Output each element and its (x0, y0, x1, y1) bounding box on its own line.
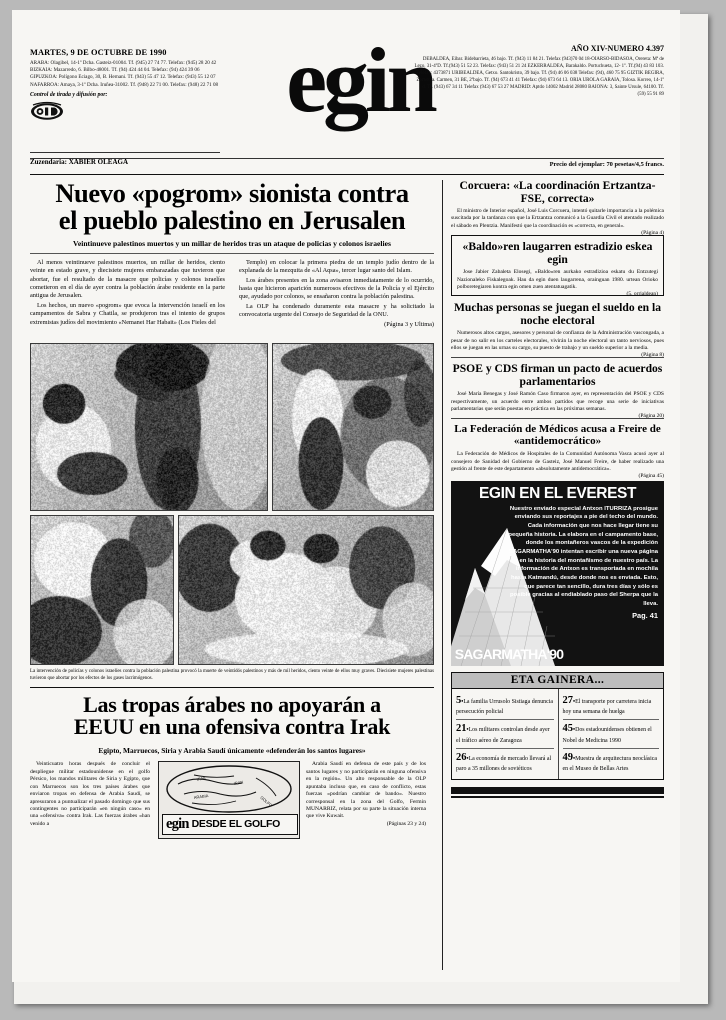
eta-page-number: 5 (456, 694, 462, 706)
gulf-page-reference: (Páginas 23 y 24) (386, 820, 426, 827)
lead-rule (30, 253, 434, 254)
sidebar-page-medicos: (Página 45) (638, 473, 664, 480)
eta-gainera-grid (452, 689, 663, 779)
eta-item-text: Los militares controlan desde ayer el tráfico aéreo de Zaragoza (456, 727, 550, 744)
sidebar-page-baldo: (5. orrialdean) (626, 291, 658, 298)
masthead (30, 30, 664, 170)
eta-item-text: La familia Urrusolo Sistiaga denuncia persecución policial (456, 698, 553, 716)
eta-item[interactable]: 21•Los militares controlan desde ayer el tráfico aéreo de Zaragoza (456, 719, 554, 748)
eta-item-text: El transporte por carretera inicia hoy una semana de huelga (562, 698, 652, 716)
sidebar-body-psoe: José María Benegas y José Ramón Caso firmaron ayer, en representación del PSOE y CDS respectivamente, un acuerdo entre ambos partidos que recoge una serie de iniciativas parlamentarias que serán puestas en práctica en las próximas semanas. (451, 391, 664, 413)
eta-page-number: 26 (456, 751, 467, 763)
sidebar-page-sueldo: (Página 8) (641, 352, 664, 359)
svg-text:GOLFO: GOLFO (259, 795, 274, 809)
masthead-rule-lower (30, 174, 664, 175)
eta-page-number: 21 (456, 723, 467, 735)
lead-headline-line2: el pueblo palestino en Jerusalen (58, 205, 406, 236)
sidebar-headline-corcuera: Corcuera: «La coordinación Ertzantza-FSE, correcta» (459, 179, 656, 205)
column-divider (442, 180, 443, 970)
regional-offices-right: DEBALDEA, Eibar. Bidebarrieta, 46 bajo. Tf. (943) 11 84 21. Telefax (943)70 0d 18-OIARSO-BIDASOA, Orereta: Mª de Lezo, 31-4ºD. Tf.(943) 51 52 23. Telefax: (943) 51 21 24 EZKERRALDEA, Barakaldo. Portuchueta, 12- 1º. Tf.(94) 43 83 103. Telefax: 4373871 URIBEALDEA, Getxo. Santokristo, 39 bajo. Tf. (94) 46 06 038 Telefax: (94), 460 75 95 GIZTIK BEGIRA, Zornotza. Carmen, 31 BE, 2ºbajo. Tf. (94) 673 41 41 Telefax: (94) 673 64 13. ORIA UROLA GARAIA, Tolosa. Korreo, 14-1º d. Tf. (943) 67 34 11 Telefax (943) 67 53 27 MADRID: Aptdo 14002 Madrid 28080 BAIONA: 3, Sainte Ursule, 64100. Tf. (59) 55 91 89 (414, 57, 664, 98)
sidebar-headline-baldo: «Baldo»ren laugarren estradizio eskea egin (462, 240, 653, 266)
eta-item-text: La economía de mercado llevará al paro a 35 millones de soviéticos (456, 755, 552, 773)
issue-number: AÑO XIV-NUMERO 4.397 (571, 44, 664, 53)
masthead-divider-left (30, 152, 220, 153)
everest-page-reference: Pag. 41 (632, 610, 658, 620)
lead-paragraph-4: Los árabes presentes en la zona avisaron inmediatamente de lo ocurrido, hasta que hicieron aparición numerosos efectivos de la Policía y el Ejército que, ayudado por colonos, se ensañaron contra la población palestina. (239, 276, 434, 301)
gulf-column-right (306, 761, 426, 839)
gulf-logo-bar (162, 814, 298, 835)
sidebar-news-sueldo (451, 301, 664, 359)
eta-column-right (558, 689, 664, 779)
masthead-rule-upper (30, 158, 664, 159)
lead-headline-line1: Nuevo «pogrom» sionista contra (55, 178, 409, 208)
lead-headline (30, 180, 434, 234)
eta-item[interactable]: 49•Muestra de arquitectura neoclásica en el Museo de Bellas Artes (563, 748, 660, 777)
eta-gainera-title: ETA GAINERA... (452, 673, 663, 689)
eta-page-number: 49 (562, 751, 573, 763)
everest-title: EGIN EN EL EVEREST (478, 484, 637, 502)
sidebar-news-baldo (451, 235, 664, 296)
gulf-story (30, 691, 434, 840)
eta-item[interactable]: 5•La familia Urrusolo Sistiaga denuncia persecución policial (456, 694, 553, 716)
gulf-map-icon (164, 764, 294, 814)
circulation-control-label: Control de tirada y difusión por: (30, 91, 108, 98)
gulf-subheadline: Egipto, Marruecos, Siria y Arabia Saudí únicamente «defenderán los santos lugares» (98, 746, 366, 756)
gulf-headline-line1: Las tropas árabes no apoyarán a (83, 691, 381, 717)
masthead-left-block (30, 48, 220, 166)
eta-item[interactable]: 45•Dos estadounidenses obtienen el Nobel de Medicina 1990 (563, 719, 660, 748)
lead-subheadline: Veintinueve palestinos muertos y un millar de heridos tras un ataque de policias y colonos israelies (73, 239, 391, 249)
lead-paragraph-2: Los hechos, un nuevo «pogrom» que evoca la intervención israelí en los campamentos de Sabra y Chatila, se produjeron tras el intento de grupos extremistas judíos del movimiento «Nemanei Har Habait» (Los Fieles del (30, 301, 225, 326)
sidebar-text-sueldo (451, 330, 664, 359)
eta-gainera-box (451, 672, 664, 780)
sidebar-text-baldo (457, 269, 658, 298)
main-column (30, 180, 434, 970)
sidebar-text-corcuera (451, 208, 664, 237)
page-content (30, 30, 664, 970)
regional-offices-left: ARABA: Olagibel, 14-1º Dcha. Gasteiz-01004. Tf. (945) 27 74 77. Telefax: (945) 28 20 42 BIZKAIA: Mazarredo, 6. Bilbo-48001. Tf. (94) 424 44 04. Telefax: (94) 424 39 06 GIPUZKOA: Polígono Eciago, 30, B. Hernani. Tf. (943) 55 47 12. Telefax: (943) 55 12 07 NAFARROA: Amaya, 3-1º Dcha. Iruñea-31002. Tf. (948) 22 71 00. Telefax: (948) 22 71 08 (30, 60, 219, 88)
gulf-body (30, 761, 434, 839)
photo-wounded-ground (30, 515, 174, 665)
ojd-logo-icon (30, 101, 64, 121)
lead-paragraph-3: Templo) en colocar la primera piedra de un templo judío dentro de la explanada de la mezquita de «Al Aqsa», tercer lugar santo del Islam. (239, 259, 434, 275)
eta-item-text: Muestra de arquitectura neoclásica en el Museo de Bellas Artes (562, 755, 657, 773)
photo-caption: La intervención de policías y colonos israelíes contra la población palestina provocó la muerte de veintidós palestinos y más de mil heridos, ciento veinte de ellos muy graves. Diecisiete mujeres palestinas tuvieron que abortar por los efectos de los gases lacrimógenos. (30, 669, 434, 681)
sidebar-body-medicos: La Federación de Médicos de Hospitales de la Comunidad Autónoma Vasca acusó ayer al consejero de Sanidad del Gobierno de Gasteiz, José Manuel Freire, de haber realizado una gestión al frente de este departamento «absolutamente antidemocrática». (451, 451, 664, 472)
director-credit: Zuzendaria: XABIER OLEAGA (30, 158, 129, 166)
content-columns (30, 180, 664, 970)
everest-advertisement[interactable] (451, 481, 664, 666)
sidebar-column (451, 180, 664, 970)
lead-paragraph-5: La OLP ha condenado duramente esta masacre y ha solicitado la convocatoria urgente del Consejo de Seguridad de la ONU. (239, 302, 434, 319)
sidebar-text-psoe (451, 391, 664, 420)
sagarmatha-wordmark: SAGARMATHA'90 (454, 645, 564, 662)
gulf-text-right: Arabia Saudí en defensa de este país y de los santos lugares y no participarán en ninguna ofensiva en la región». Un alto responsable de la OLP apuntaba incluso que, en caso de conflicto, estas fuerzas «podrían cambiar de bando». Nuestro corresponsal en la zona del Golfo, Fermin MUNARRIZ, relata por su parte la situación interna que vive Kuwait. (306, 761, 426, 820)
paper-sheet-front (12, 10, 680, 982)
sidebar-news-corcuera (451, 179, 664, 237)
sidebar-body-corcuera: El ministro de Interior español, José Luis Corcuera, intentó quitarle importancia a la polémica suscitada por la tardanza con que la Ertzantza comunicó a la Guardia Civil el atentado realizado el sábado en Plentzia. Manifestó que la coordinación es «correcta, en general». (451, 208, 664, 229)
photo-grid (30, 343, 434, 687)
gulf-column-left (30, 761, 150, 839)
photo-soldier-beating (30, 343, 268, 511)
bottom-black-bar (451, 787, 664, 794)
lead-paragraph-1: Al menos veintinueve palestinos muertos, un millar de heridos, ciento veinte en estado grave, y diecisiete mujeres embarazadas que tuvieron que abortar, fue el resultado de la masacre que policías y colonos israelíes cometieron en el día de ayer contra la población árabe residente en la parte antigua de Jerusalen. (30, 259, 225, 300)
sidebar-page-psoe: (Página 20) (638, 413, 664, 420)
sidebar-headline-medicos: La Federación de Médicos acusa a Freire de «antidemocrático» (454, 423, 661, 448)
everest-body (506, 505, 658, 622)
svg-text:ARABIA: ARABIA (193, 793, 209, 801)
eta-item[interactable]: 26•La economía de mercado llevará al paro a 35 millones de soviéticos (456, 748, 554, 777)
eta-item-text: Dos estadounidenses obtienen el Nobel de Medicina 1990 (562, 727, 652, 744)
sidebar-news-psoe (451, 362, 664, 420)
photo-row-top (30, 343, 434, 511)
sidebar-headline-sueldo: Muchas personas se juegan el sueldo en la noche electoral (453, 301, 662, 327)
gulf-logo-block (158, 761, 298, 839)
caption-rule (30, 687, 434, 688)
gulf-headline (30, 691, 434, 740)
egin-logo: egin (286, 29, 434, 131)
eta-column-left (452, 689, 558, 779)
eta-page-number: 45 (562, 723, 573, 735)
lead-body-text (30, 259, 434, 336)
photo-carrying-victim (178, 515, 434, 665)
eta-item[interactable]: 27•El transporte por carretera inicia hoy una semana de huelga (562, 694, 652, 716)
sidebar-text-medicos (451, 451, 664, 480)
masthead-right-block (414, 44, 664, 98)
sidebar-rule-1 (451, 357, 664, 358)
photo-crowd-police (272, 343, 434, 511)
gulf-text-left: Veinticuatro horas después de concluir el despliegue militar estadounidense en el golfo Pérsico, los mandos militares de Siria y Egipto, que con Marruecos son los tres países árabes que enviaron tropas en defensa de Arabia Saudí, se apresuraron a puntualizar el pasado domingo que sus contingentes no participarán «en ningún caso» en una «ofensiva» contra Irak. Las fuerzas árabes «han venido a (30, 761, 150, 827)
sidebar-page-corcuera: (Página 4) (641, 230, 664, 237)
gulf-logo-egin: egin (166, 816, 189, 833)
svg-text:IRAN: IRAN (233, 779, 244, 787)
gulf-section-logo (158, 761, 300, 839)
sidebar-headline-psoe: PSOE y CDS firman un pacto de acuerdos parlamentarios (452, 362, 663, 388)
sidebar-news-medicos (451, 423, 664, 480)
bottom-black-bar-thin (451, 796, 664, 798)
sidebar-body-sueldo: Numerosos altos cargos, asesores y personal de confianza de la Administración vascongada, a pesar de no salir en los carteles electorales, vivirán la noche electoral un tanto nerviosos, pues ellos se juegan en las urnas su cargo, su puesto de trabajo y un sueldo superior a la media. (451, 330, 664, 351)
publication-date: MARTES, 9 DE OCTUBRE DE 1990 (30, 48, 167, 57)
gulf-logo-tagline: DESDE EL GOLFO (191, 817, 280, 830)
everest-body-text: Nuestro enviado especial Antxon ITURRIZA prosigue enviando sus reportajes a pie del techo del mundo. Cada información que nos hace llegar tiene su pequeña historia. La elabora en el campamento base, donde los montañeros vascos de la expedición SAGARMATHA'90 intentan escribir una nueva página en la historia del montañismo de nuestro país. La información de Antxon es transportada en mochila hasta Katmandú, desde donde nos es enviada. Esto, que parece tan sencillo, dura tres días y sólo es posible gracias al endiablado paso del Sherpa que la lleva. (508, 505, 658, 608)
eta-page-number: 27 (562, 694, 573, 706)
cover-price: Precio del ejemplar: 70 pesetas/4,5 francs. (549, 161, 664, 168)
svg-text:IRAK: IRAK (196, 775, 207, 783)
lead-page-reference: (Página 3 y Ultima) (384, 320, 434, 328)
gulf-headline-line2: EEUU en una ofensiva contra Irak (73, 714, 391, 740)
photo-row-bottom (30, 515, 434, 665)
sidebar-body-baldo: Jose Jabier Zabaleta Elosegi, «Baldo»ren aurkako estradizioa eskatu du Entzutegi Nazionaleko Fiskalegoak. Hau da egin duen laugarrena, orainguan 1980. urtean Orioko polboretegiaren kontra egin omen zuen atentatuagatik. (457, 269, 658, 290)
